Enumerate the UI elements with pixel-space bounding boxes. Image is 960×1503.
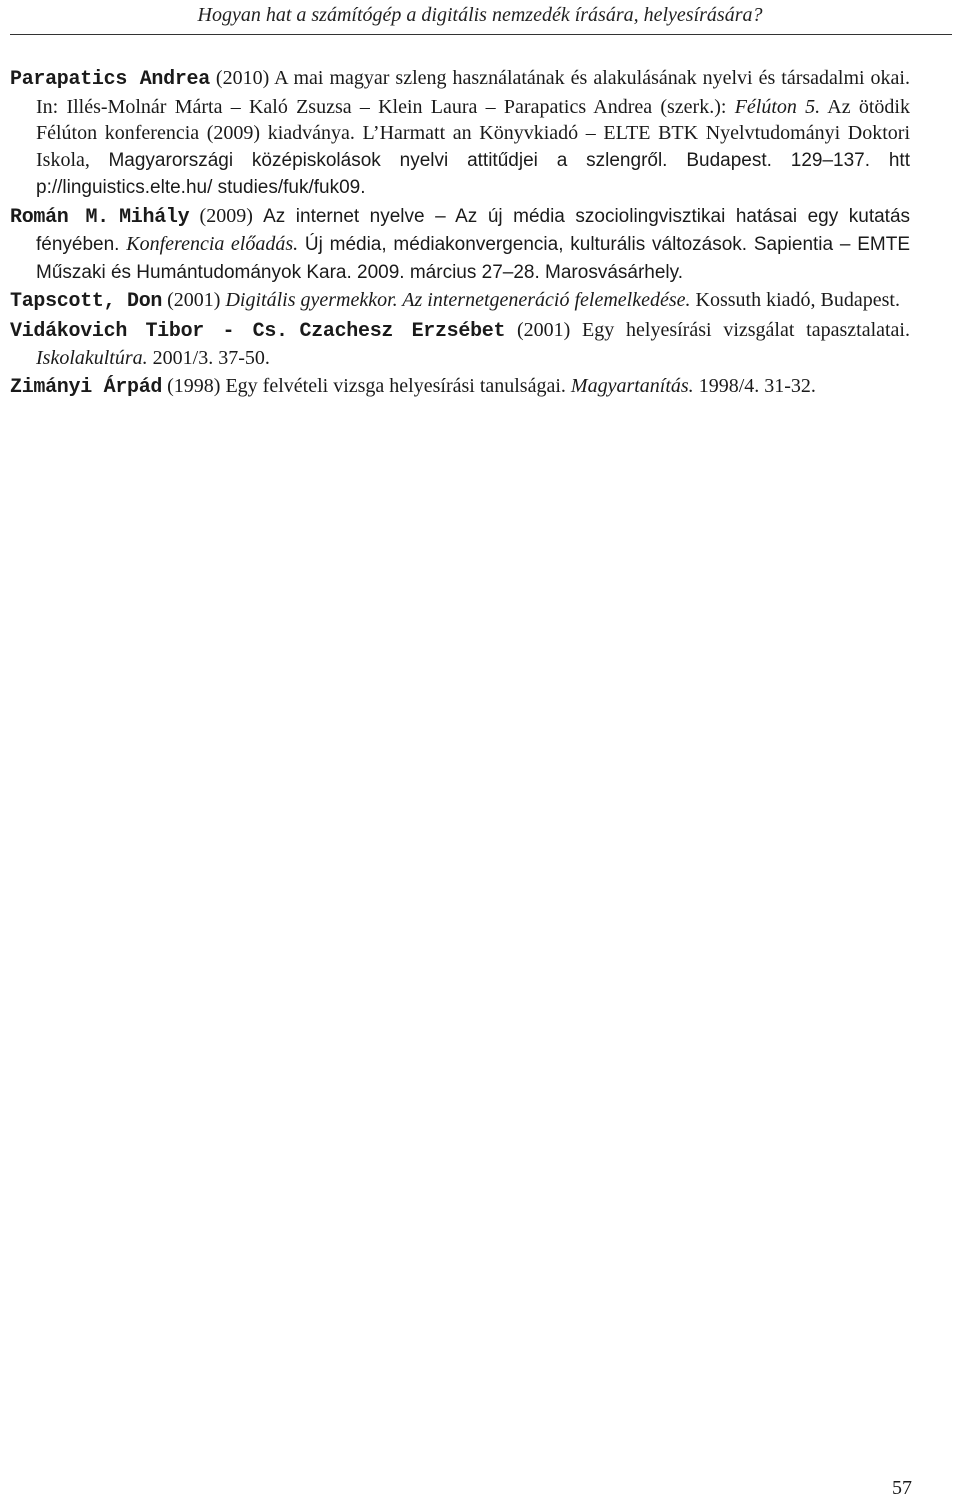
entry-author: Parapatics Andrea [10, 68, 210, 91]
entry-title-italic: Konferencia előadás. [126, 233, 299, 255]
bibliography-entry-tapscott [10, 287, 910, 316]
entry-text: 1998/4. 31-32. [693, 374, 816, 397]
entry-author: Vidákovich Tibor - Cs. [10, 319, 288, 343]
bibliography-list [10, 65, 910, 402]
entry-author-cont: Mihály [119, 205, 190, 229]
entry-title-italic: Félúton 5. [734, 95, 821, 118]
bibliography-entry-zimanyi [10, 373, 910, 402]
entry-author: Román M. [10, 205, 109, 229]
entry-text-sans: Új média, médiakonvergencia, kulturális változások. Sapientia – EMTE Műszaki és Humántudományok Kara. 2009. március 27–28. Marosvásárhely. [36, 234, 910, 283]
entry-title-italic: Iskolakultúra. [36, 347, 148, 369]
entry-title-italic: Digitális gyermekkor. Az internetgeneráció felemelkedése. [225, 289, 691, 311]
entry-text: (1998) Egy felvételi vizsga helyesírási tanulságai. [162, 374, 571, 397]
entry-text: Kossuth kiadó, Budapest. [690, 289, 900, 311]
entry-text-sans: Az internet nyelve – Az új média szociolingvisztikai hatásai egy kutatás fényében. [36, 205, 911, 255]
entry-text: (2001) [162, 289, 226, 311]
entry-text: (2001) Egy helyesírási vizsgálat tapasztalatai. [505, 318, 910, 341]
bibliography-entry-parapatics [10, 65, 910, 202]
bibliography-entry-roman [10, 203, 910, 287]
entry-title-italic: Magyartanítás. [570, 374, 694, 397]
entry-author: Tapscott, Don [10, 290, 163, 313]
entry-author: Zimányi Árpád [10, 375, 163, 399]
running-header: Hogyan hat a számítógép a digitális nemzedék írására, helyesírására? [197, 4, 763, 26]
entry-text: Az ötödik Félúton konferencia (2009) kiadványa. L’Harmatt an Könyvkiadó – ELTE BTK Nyelvtudományi Doktori Iskola, [36, 95, 910, 171]
header-rule [10, 34, 952, 35]
page-number: 57 [892, 1477, 912, 1499]
entry-text: (2009) [189, 204, 264, 227]
bibliography-entry-vidakovich [10, 317, 910, 372]
entry-text: (2010) A mai magyar szleng használatának és alakulásának nyelvi és társadalmi okai. In: Illés-Molnár Márta – Kaló Zsuzsa – Klein Laura – Parapatics Andrea (szerk.): [36, 67, 910, 118]
entry-text: 2001/3. 37-50. [147, 347, 270, 369]
entry-author-cont: Czachesz Erzsébet [299, 319, 506, 343]
entry-text-sans: Magyarországi középiskolások nyelvi attitűdjei a szlengről. Budapest. 129–137. htt p://linguistics.elte.hu/ studies/fuk/fuk09. [36, 149, 910, 198]
